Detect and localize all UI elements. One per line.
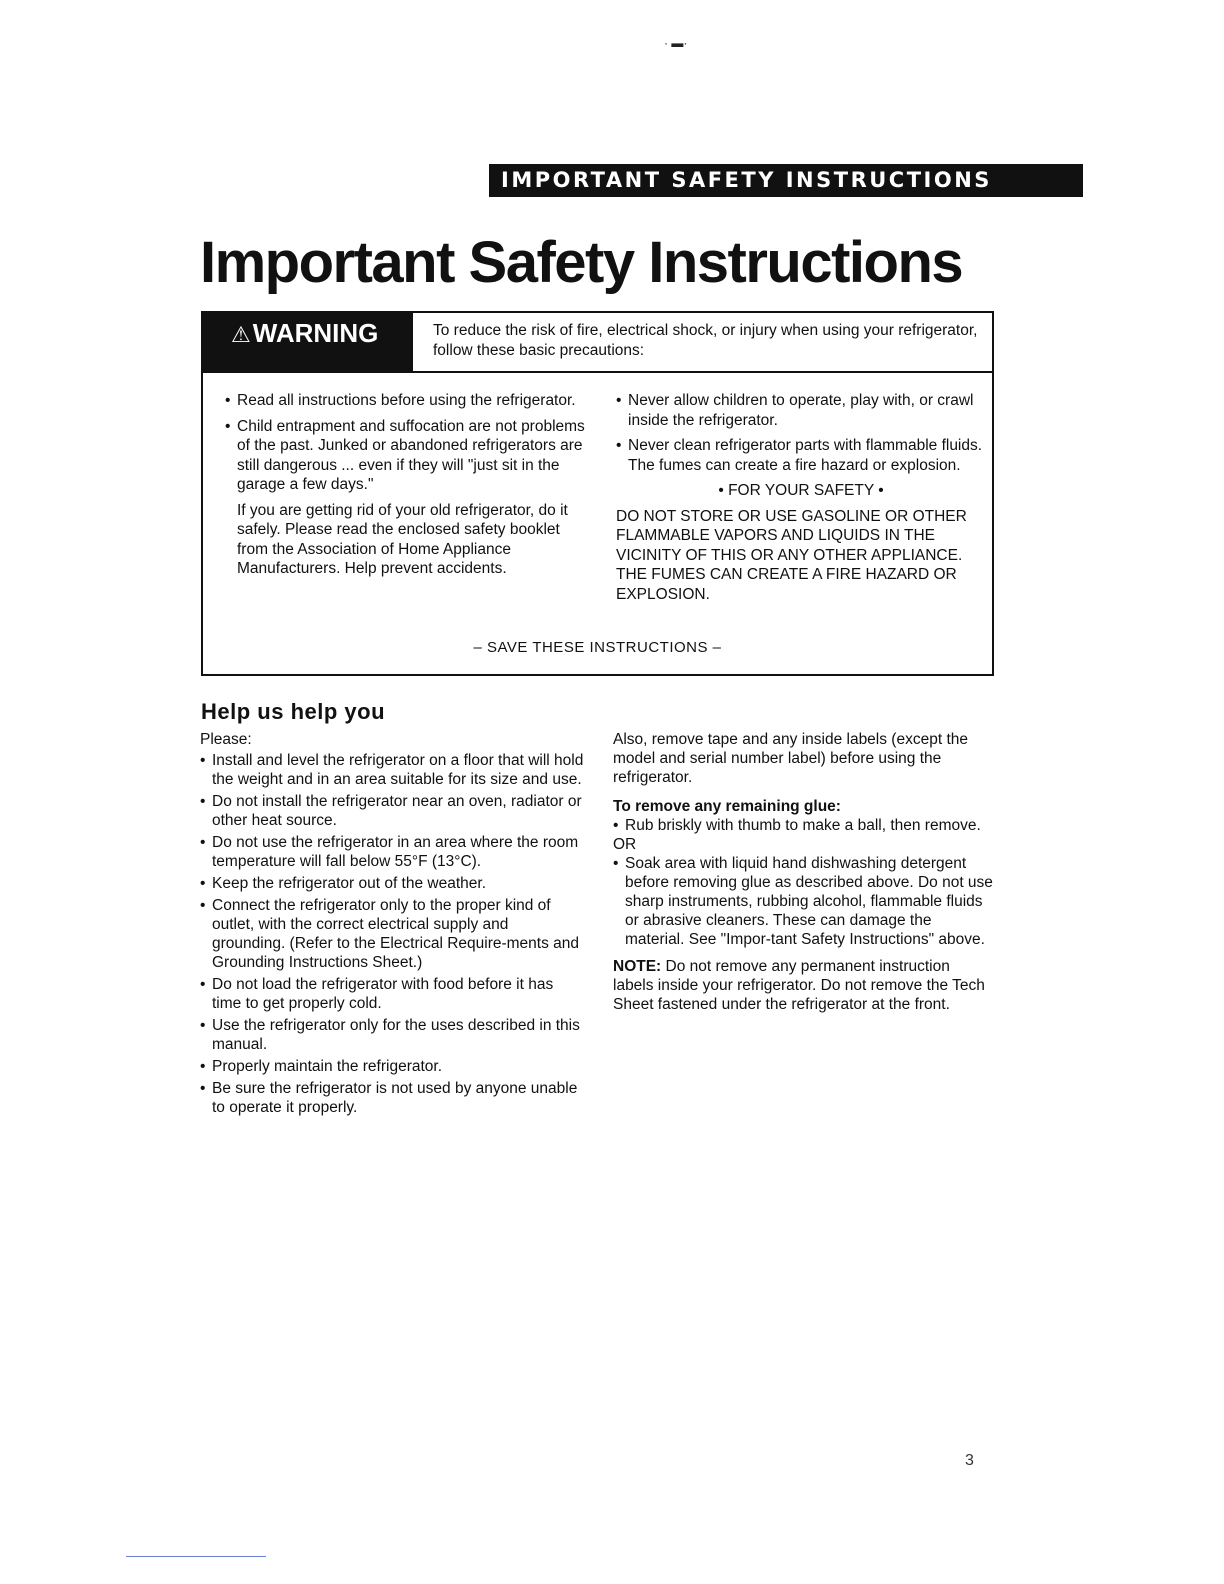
list-item: • Do not load the refrigerator with food before it has time to get properly cold. (200, 975, 585, 1013)
help-left-column (200, 730, 585, 1120)
scan-mark: · ▬· (664, 36, 688, 50)
warning-right-column (616, 391, 986, 604)
list-item: • Install and level the refrigerator on a floor that will hold the weight and in an area suitable for its size and use. (200, 751, 585, 789)
note-label: NOTE: (613, 958, 662, 975)
help-heading: Help us help you (201, 699, 386, 724)
disposal-note: If you are getting rid of your old refrigerator, do it safely. Please read the enclosed safety booklet from the Association of Home Appliance Manufacturers. Help prevent accidents. (237, 501, 568, 577)
list-item: • Never clean refrigerator parts with flammable fluids. The fumes can create a fire hazard or explosion. (616, 436, 986, 475)
warning-box (201, 311, 994, 676)
warning-header (203, 313, 992, 373)
list-item: • Properly maintain the refrigerator. (200, 1057, 585, 1076)
warning-intro: To reduce the risk of fire, electrical shock, or injury when using your refrigerator, follow these basic precautions: (433, 322, 978, 359)
list-item: • Connect the refrigerator only to the proper kind of outlet, with the correct electrical supply and grounding. (Refer to the Electrical Require-ments and Grounding Instructions Sheet.) (200, 896, 585, 972)
help-right-column (613, 730, 993, 1014)
list-item: • Rub briskly with thumb to make a ball, then remove. (613, 816, 993, 835)
list-item: • Child entrapment and suffocation are not problems of the past. Junked or abandoned refrigerators are still dangerous ... even if they will "just sit in the garage a few days." (225, 417, 590, 495)
note-text: Do not remove any permanent instruction labels inside your refrigerator. Do not remove the Tech Sheet fastened under the refrigerator at the front. (613, 958, 985, 1013)
note-paragraph (613, 957, 993, 1014)
list-item: • Keep the refrigerator out of the weather. (200, 874, 585, 893)
list-item: • Never allow children to operate, play with, or crawl inside the refrigerator. (616, 391, 986, 430)
warning-label-text: WARNING (252, 318, 379, 348)
page-number: 3 (965, 1452, 974, 1469)
list-item: • Do not install the refrigerator near an oven, radiator or other heat source. (200, 792, 585, 830)
footer-rule (126, 1556, 266, 1557)
help-intro: Please: (200, 731, 252, 748)
section-banner: IMPORTANT SAFETY INSTRUCTIONS (489, 164, 1083, 197)
list-item: • Use the refrigerator only for the uses described in this manual. (200, 1016, 585, 1054)
safety-heading: • FOR YOUR SAFETY • (718, 482, 884, 499)
glue-heading: To remove any remaining glue: (613, 798, 841, 815)
warning-left-column (225, 391, 590, 579)
or-separator: OR (613, 836, 637, 853)
save-instructions-line: – SAVE THESE INSTRUCTIONS – (473, 639, 722, 656)
tape-removal-text: Also, remove tape and any inside labels (except the model and serial number label) before using the refrigerator. (613, 731, 968, 786)
list-item: • Soak area with liquid hand dishwashing detergent before removing glue as described above. Do not use sharp instruments, rubbing alcohol, flammable fluids or abrasive cleaners. These can damage the material. See "Impor-tant Safety Instructions" above. (613, 854, 993, 949)
list-item: • Read all instructions before using the refrigerator. (225, 391, 590, 411)
warning-triangle-icon: ⚠ (231, 322, 251, 347)
list-item: • Be sure the refrigerator is not used by anyone unable to operate it properly. (200, 1079, 585, 1117)
page-title: Important Safety Instructions (200, 230, 963, 295)
safety-caps-text: DO NOT STORE OR USE GASOLINE OR OTHER FLAMMABLE VAPORS AND LIQUIDS IN THE VICINITY OF THIS OR ANY OTHER APPLIANCE. THE FUMES CAN CREATE A FIRE HAZARD OR EXPLOSION. (616, 507, 967, 603)
warning-label (203, 313, 413, 371)
list-item: • Do not use the refrigerator in an area where the room temperature will fall below 55°F (13°C). (200, 833, 585, 871)
